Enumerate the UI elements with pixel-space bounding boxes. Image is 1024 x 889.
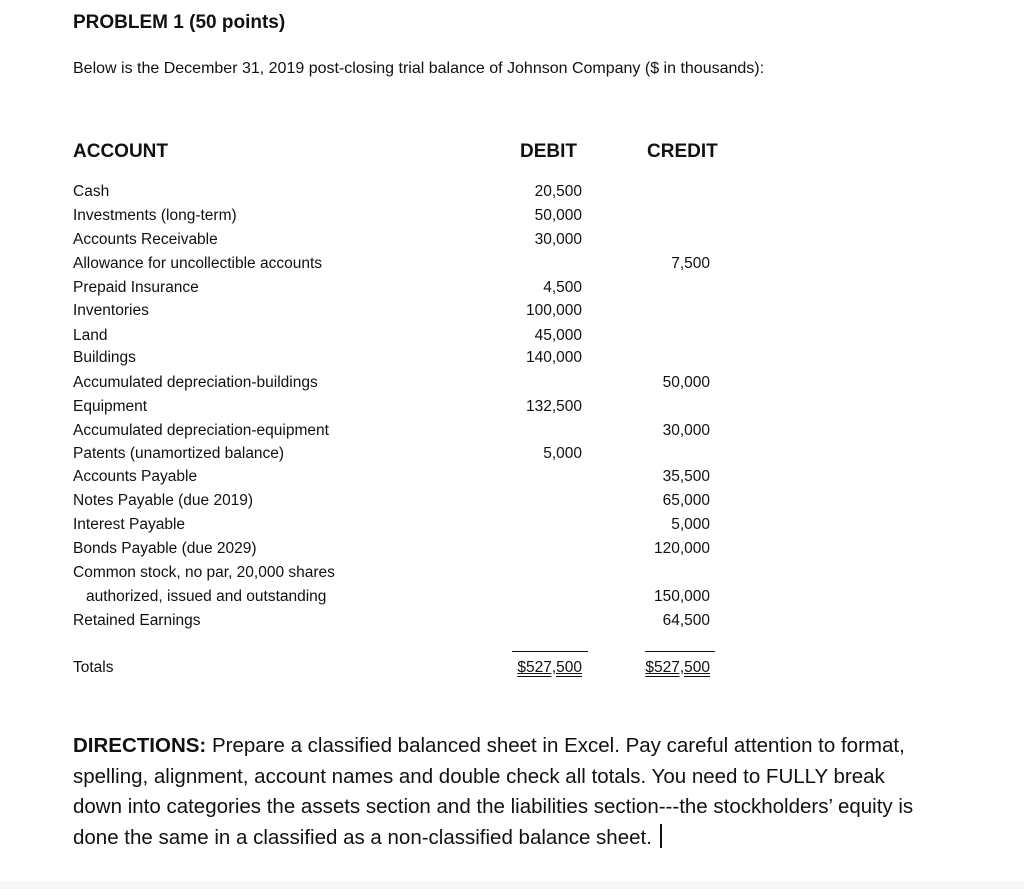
account-name: Investments (long-term)	[73, 207, 237, 224]
table-row	[0, 302, 1024, 324]
debit-amount: 20,500	[534, 183, 582, 200]
debit-amount: 140,000	[525, 349, 582, 366]
table-row	[0, 445, 1024, 467]
credit-amount: 5,000	[671, 516, 710, 533]
credit-amount: 64,500	[662, 612, 710, 629]
totals-row	[0, 659, 1024, 681]
account-name: authorized, issued and outstanding	[86, 588, 327, 605]
debit-amount: 30,000	[534, 231, 582, 248]
account-name: Accumulated depreciation-equipment	[73, 422, 329, 439]
table-row	[0, 422, 1024, 444]
credit-amount: 35,500	[662, 468, 710, 485]
credit-header: CREDIT	[647, 141, 718, 162]
table-row	[0, 492, 1024, 514]
problem-title: PROBLEM 1 (50 points)	[73, 12, 286, 33]
account-name: Accumulated depreciation-buildings	[73, 374, 318, 391]
table-row	[0, 231, 1024, 253]
account-name: Allowance for uncollectible accounts	[73, 255, 322, 272]
table-row	[0, 588, 1024, 610]
credit-amount: 120,000	[653, 540, 710, 557]
account-header: ACCOUNT	[73, 141, 168, 162]
account-name: Common stock, no par, 20,000 shares	[73, 564, 335, 581]
table-row	[0, 374, 1024, 396]
credit-amount: 7,500	[671, 255, 710, 272]
debit-total-rule	[512, 651, 588, 652]
account-name: Interest Payable	[73, 516, 186, 533]
credit-amount: 65,000	[662, 492, 710, 509]
account-name: Notes Payable (due 2019)	[73, 492, 254, 509]
totals-label: Totals	[73, 659, 114, 676]
directions-label: DIRECTIONS:	[73, 734, 207, 757]
table-row	[0, 468, 1024, 490]
table-row	[0, 564, 1024, 586]
text-cursor	[660, 824, 662, 848]
debit-total: $527,500	[517, 659, 582, 676]
credit-amount: 150,000	[653, 588, 710, 605]
table-row	[0, 279, 1024, 301]
debit-amount: 100,000	[525, 302, 582, 319]
account-name: Equipment	[73, 398, 148, 415]
table-row	[0, 207, 1024, 229]
account-name: Inventories	[73, 302, 149, 319]
debit-header: DEBIT	[520, 141, 577, 162]
account-name: Patents (unamortized balance)	[73, 445, 285, 462]
table-row	[0, 398, 1024, 420]
account-name: Buildings	[73, 349, 136, 366]
debit-amount: 132,500	[525, 398, 582, 415]
intro-text: Below is the December 31, 2019 post-closing trial balance of Johnson Company ($ in thousands):	[73, 60, 765, 77]
account-name: Retained Earnings	[73, 612, 201, 629]
debit-amount: 50,000	[534, 207, 582, 224]
directions-text: Prepare a classified balanced sheet in Excel. Pay careful attention to format, spelling, alignment, account names and double check all totals. You need to FULLY break down into categories the assets section and the liabilities section---the stockholders’ equity is done the same in a classified as a non-classified balance sheet.	[73, 734, 914, 849]
credit-amount: 50,000	[662, 374, 710, 391]
account-name: Land	[73, 327, 108, 344]
credit-total: $527,500	[645, 659, 710, 676]
account-name: Accounts Payable	[73, 468, 198, 485]
page-bottom-edge	[0, 881, 1024, 889]
table-row	[0, 183, 1024, 205]
credit-total-rule	[645, 651, 715, 652]
debit-amount: 45,000	[534, 327, 582, 344]
account-name: Bonds Payable (due 2029)	[73, 540, 257, 557]
debit-amount: 5,000	[543, 445, 582, 462]
account-name: Cash	[73, 183, 110, 200]
table-row	[0, 612, 1024, 634]
table-row	[0, 255, 1024, 277]
table-row	[0, 516, 1024, 538]
table-row	[0, 327, 1024, 349]
credit-amount: 30,000	[662, 422, 710, 439]
account-name: Accounts Receivable	[73, 231, 218, 248]
account-name: Prepaid Insurance	[73, 279, 199, 296]
table-row	[0, 349, 1024, 371]
directions	[73, 731, 933, 853]
table-row	[0, 540, 1024, 562]
debit-amount: 4,500	[543, 279, 582, 296]
